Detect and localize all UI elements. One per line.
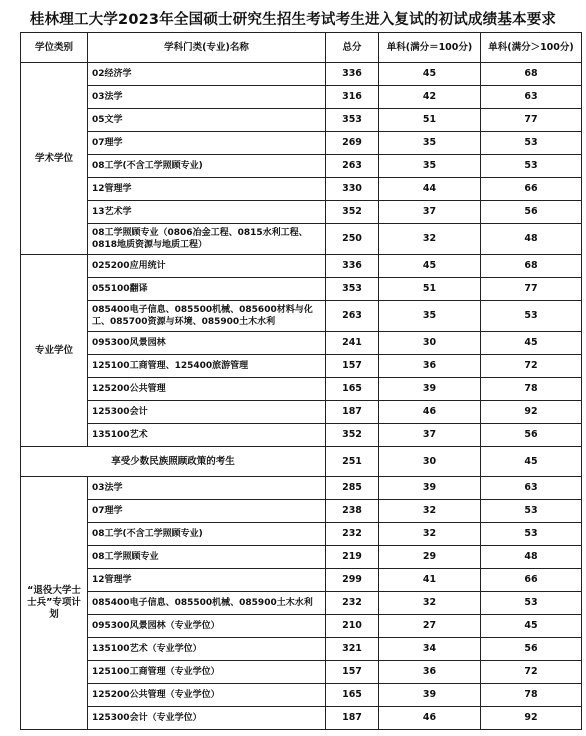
single-over-100-score: 56 — [481, 638, 582, 661]
category-professional: 专业学位 — [21, 255, 88, 447]
subject-name: 08工学照顾专业（0806冶金工程、0815水利工程、0818地质资源与地质工程） — [88, 224, 326, 255]
subject-name: 03法学 — [88, 477, 326, 500]
single-over-100-score: 48 — [481, 546, 582, 569]
single-over-100-score: 53 — [481, 155, 582, 178]
table-row — [21, 424, 582, 447]
single-100-score: 35 — [379, 301, 481, 332]
single-over-100-score: 72 — [481, 355, 582, 378]
subject-name: 095300风景园林（专业学位） — [88, 615, 326, 638]
subject-name: 03法学 — [88, 86, 326, 109]
header-subject: 学科门类(专业)名称 — [88, 33, 326, 63]
header-category: 学位类别 — [21, 33, 88, 63]
single-100-score: 27 — [379, 615, 481, 638]
subject-name: 095300风景园林 — [88, 332, 326, 355]
total-score: 232 — [326, 592, 379, 615]
table-row — [21, 500, 582, 523]
total-score: 336 — [326, 63, 379, 86]
single-over-100-score: 53 — [481, 301, 582, 332]
table-row-minority-policy — [21, 447, 582, 477]
table-row — [21, 569, 582, 592]
total-score: 352 — [326, 201, 379, 224]
single-over-100-score: 66 — [481, 569, 582, 592]
subject-name: 08工学(不含工学照顾专业) — [88, 155, 326, 178]
table-row — [21, 201, 582, 224]
single-100-score: 45 — [379, 255, 481, 278]
subject-name: 135100艺术（专业学位） — [88, 638, 326, 661]
table-row — [21, 401, 582, 424]
single-100-score: 37 — [379, 201, 481, 224]
subject-name: 02经济学 — [88, 63, 326, 86]
single-over-100-score: 68 — [481, 63, 582, 86]
table-row — [21, 224, 582, 255]
subject-name: 125200公共管理（专业学位） — [88, 684, 326, 707]
subject-name: 025200应用统计 — [88, 255, 326, 278]
table-row — [21, 63, 582, 86]
single-100-score: 39 — [379, 684, 481, 707]
category-academic: 学术学位 — [21, 63, 88, 255]
single-100-score: 35 — [379, 132, 481, 155]
total-score: 210 — [326, 615, 379, 638]
single-over-100-score: 92 — [481, 707, 582, 730]
total-score: 299 — [326, 569, 379, 592]
single-over-100-score: 56 — [481, 424, 582, 447]
subject-name: 12管理学 — [88, 178, 326, 201]
single-100-score: 46 — [379, 707, 481, 730]
total-score: 165 — [326, 684, 379, 707]
total-score: 263 — [326, 155, 379, 178]
single-100-score: 45 — [379, 63, 481, 86]
total-score: 232 — [326, 523, 379, 546]
single-100-score: 46 — [379, 401, 481, 424]
table-row — [21, 684, 582, 707]
subject-name: 085400电子信息、085500机械、085600材料与化工、085700资源与环境、085900土木水利 — [88, 301, 326, 332]
subject-name: 07理学 — [88, 132, 326, 155]
table-row — [21, 355, 582, 378]
single-over-100-score: 66 — [481, 178, 582, 201]
total-score: 285 — [326, 477, 379, 500]
single-100-score: 39 — [379, 378, 481, 401]
single-100-score: 39 — [379, 477, 481, 500]
table-header-row — [21, 33, 582, 63]
single-over-100-score: 53 — [481, 592, 582, 615]
table-row — [21, 109, 582, 132]
subject-name: 13艺术学 — [88, 201, 326, 224]
score-requirements-table — [20, 32, 582, 730]
table-row — [21, 477, 582, 500]
single-over-100-score: 53 — [481, 523, 582, 546]
total-score: 353 — [326, 109, 379, 132]
single-100-score: 36 — [379, 661, 481, 684]
single-100-score: 32 — [379, 592, 481, 615]
total-score: 219 — [326, 546, 379, 569]
single-100-score: 41 — [379, 569, 481, 592]
single-over-100-score: 63 — [481, 477, 582, 500]
total-score: 321 — [326, 638, 379, 661]
total-score: 316 — [326, 86, 379, 109]
single-over-100-score: 45 — [481, 332, 582, 355]
table-row — [21, 278, 582, 301]
single-over-100-score: 56 — [481, 201, 582, 224]
subject-name: 125100工商管理（专业学位） — [88, 661, 326, 684]
single-100-score: 36 — [379, 355, 481, 378]
subject-name: 08工学(不含工学照顾专业) — [88, 523, 326, 546]
single-over-100-score: 77 — [481, 278, 582, 301]
single-100-score: 42 — [379, 86, 481, 109]
subject-name: 055100翻译 — [88, 278, 326, 301]
single-over-100-score: 92 — [481, 401, 582, 424]
single-100-score: 51 — [379, 278, 481, 301]
total-score: 157 — [326, 661, 379, 684]
total-score: 353 — [326, 278, 379, 301]
single-100-score: 30 — [379, 447, 481, 477]
total-score: 157 — [326, 355, 379, 378]
subject-name: 135100艺术 — [88, 424, 326, 447]
subject-name: 125300会计（专业学位） — [88, 707, 326, 730]
subject-name: 08工学照顾专业 — [88, 546, 326, 569]
header-total: 总分 — [326, 33, 379, 63]
table-row — [21, 523, 582, 546]
total-score: 187 — [326, 707, 379, 730]
category-veteran-plan: “退役大学士士兵”专项计划 — [21, 477, 88, 730]
subject-name: 125200公共管理 — [88, 378, 326, 401]
table-row — [21, 661, 582, 684]
header-single-100: 单科(满分＝100分) — [379, 33, 481, 63]
total-score: 165 — [326, 378, 379, 401]
table-row — [21, 638, 582, 661]
table-row — [21, 332, 582, 355]
single-over-100-score: 63 — [481, 86, 582, 109]
total-score: 330 — [326, 178, 379, 201]
single-over-100-score: 68 — [481, 255, 582, 278]
single-100-score: 32 — [379, 523, 481, 546]
subject-name: 07理学 — [88, 500, 326, 523]
single-100-score: 32 — [379, 224, 481, 255]
total-score: 251 — [326, 447, 379, 477]
table-row — [21, 132, 582, 155]
page-title: 桂林理工大学2023年全国硕士研究生招生考试考生进入复试的初试成绩基本要求 — [29, 12, 557, 28]
single-100-score: 34 — [379, 638, 481, 661]
total-score: 238 — [326, 500, 379, 523]
single-100-score: 37 — [379, 424, 481, 447]
single-over-100-score: 53 — [481, 132, 582, 155]
total-score: 336 — [326, 255, 379, 278]
single-100-score: 30 — [379, 332, 481, 355]
table-row — [21, 707, 582, 730]
single-100-score: 32 — [379, 500, 481, 523]
subject-name: 12管理学 — [88, 569, 326, 592]
total-score: 269 — [326, 132, 379, 155]
single-over-100-score: 72 — [481, 661, 582, 684]
total-score: 187 — [326, 401, 379, 424]
single-100-score: 51 — [379, 109, 481, 132]
table-row — [21, 378, 582, 401]
single-100-score: 29 — [379, 546, 481, 569]
table-row — [21, 615, 582, 638]
single-over-100-score: 78 — [481, 378, 582, 401]
table-row — [21, 592, 582, 615]
single-over-100-score: 45 — [481, 447, 582, 477]
subject-name: 125300会计 — [88, 401, 326, 424]
subject-name: 125100工商管理、125400旅游管理 — [88, 355, 326, 378]
single-over-100-score: 45 — [481, 615, 582, 638]
single-over-100-score: 48 — [481, 224, 582, 255]
total-score: 352 — [326, 424, 379, 447]
table-row — [21, 86, 582, 109]
table-row — [21, 301, 582, 332]
special-policy-label: 享受少数民族照顾政策的考生 — [21, 447, 326, 477]
single-100-score: 44 — [379, 178, 481, 201]
subject-name: 085400电子信息、085500机械、085900土木水利 — [88, 592, 326, 615]
table-row — [21, 178, 582, 201]
table-row — [21, 546, 582, 569]
single-100-score: 35 — [379, 155, 481, 178]
header-single-over-100: 单科(满分＞100分) — [481, 33, 582, 63]
total-score: 241 — [326, 332, 379, 355]
single-over-100-score: 78 — [481, 684, 582, 707]
single-over-100-score: 53 — [481, 500, 582, 523]
subject-name: 05文学 — [88, 109, 326, 132]
total-score: 263 — [326, 301, 379, 332]
total-score: 250 — [326, 224, 379, 255]
table-row — [21, 155, 582, 178]
single-over-100-score: 77 — [481, 109, 582, 132]
table-row — [21, 255, 582, 278]
